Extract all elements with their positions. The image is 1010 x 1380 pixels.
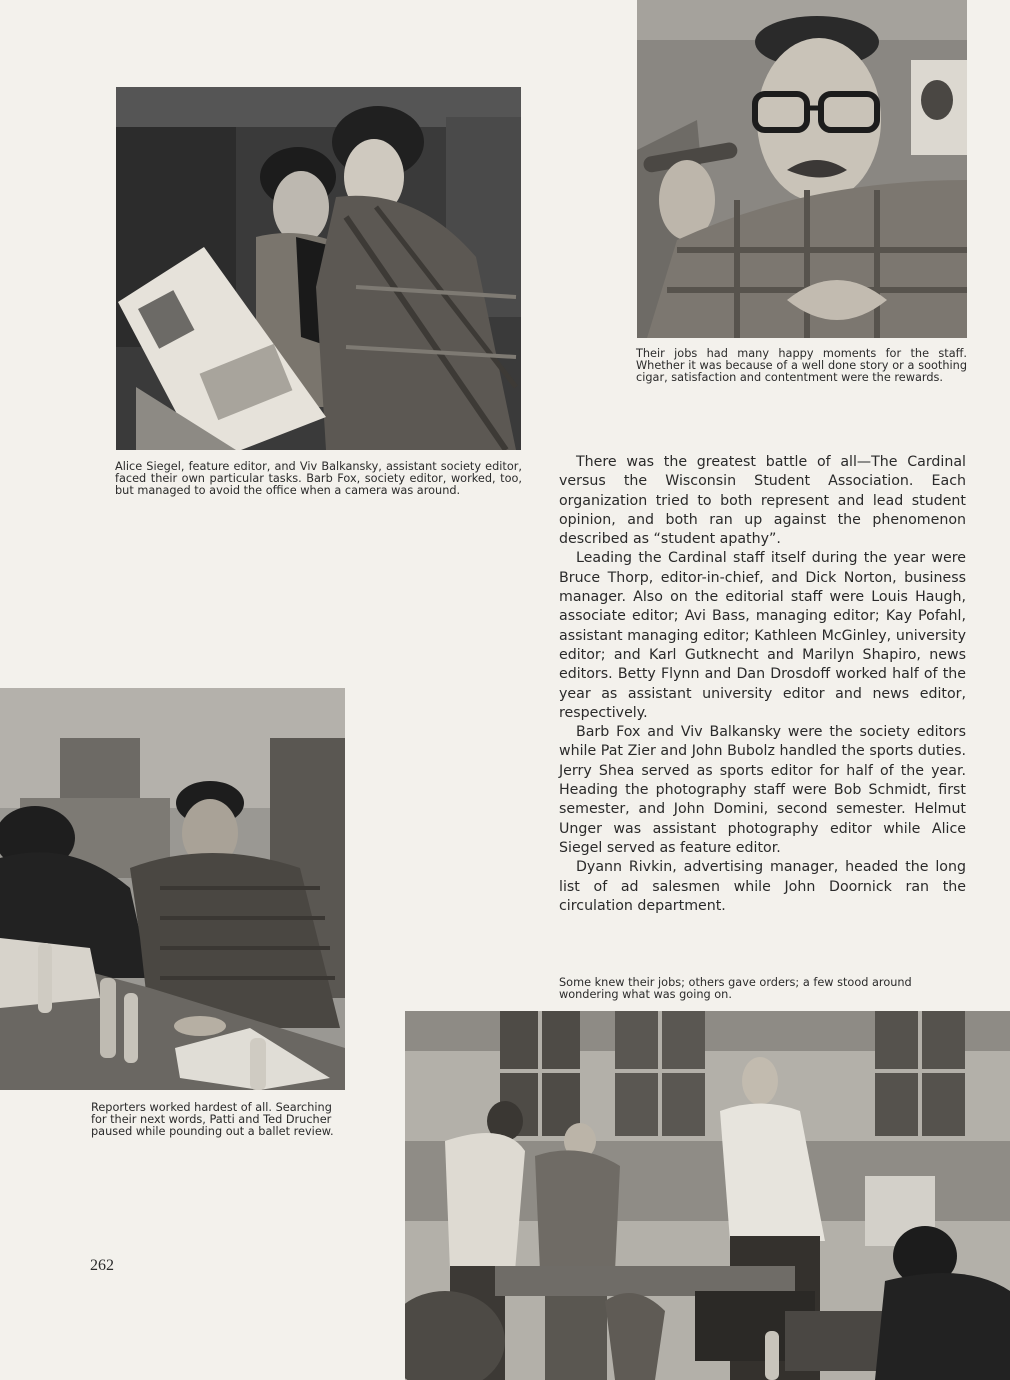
- article-paragraph-4: Dyann Rivkin, advertising manager, headed the long list of ad salesmen while John Doornick ran the circulation department.: [559, 859, 966, 914]
- photo-newsroom-group: [405, 1011, 1010, 1380]
- caption-newsroom-group: Some knew their jobs; others gave orders; a few stood around wondering what was going on.: [559, 976, 912, 1002]
- photo-women-reading-newspaper: [116, 87, 521, 450]
- caption-reporters-working: Reporters worked hardest of all. Searching for their next words, Patti and Ted Drucher paused while pounding out a ballet review.: [91, 1101, 334, 1139]
- article-paragraph-2: Leading the Cardinal staff itself during the year were Bruce Thorp, editor-in-chief, and Dick Norton, business manager. Also on the editorial staff were Louis Haugh, associate editor; Avi Bass, managing editor; Kay Pofahl, assistant managing editor; Kathleen McGinley, university editor; and Karl Gutknecht and Marilyn Shapiro, news editors. Betty Flynn and Dan Drosdoff worked half of the year as assistant university editor and news editor, respectively.: [559, 550, 966, 721]
- article-paragraph-3: Barb Fox and Viv Balkansky were the society editors while Pat Zier and John Bubolz handled the sports duties. Jerry Shea served as sports editor for half of the year. Heading the photography staff were Bob Schmidt, first semester, and John Domini, second semester. Helmut Unger was assistant photography editor while Alice Siegel served as feature editor.: [559, 724, 966, 856]
- photo-reporters-working: [0, 688, 345, 1090]
- article-body: [559, 453, 966, 916]
- caption-man-with-cigar: Their jobs had many happy moments for the staff. Whether it was because of a well done story or a soothing cigar, satisfaction and contentment were the rewards.: [636, 347, 967, 385]
- page-number: 262: [90, 1257, 114, 1274]
- photo-man-with-cigar: [637, 0, 967, 338]
- article-paragraph-1: There was the greatest battle of all—The Cardinal versus the Wisconsin Student Association. Each organization tried to both represent and lead student opinion, and both ran up against the phenomenon described as “student apathy”.: [559, 454, 966, 548]
- caption-women-reading: Alice Siegel, feature editor, and Viv Balkansky, assistant society editor, faced their own particular tasks. Barb Fox, society editor, worked, too, but managed to avoid the office when a camera was around.: [115, 460, 522, 498]
